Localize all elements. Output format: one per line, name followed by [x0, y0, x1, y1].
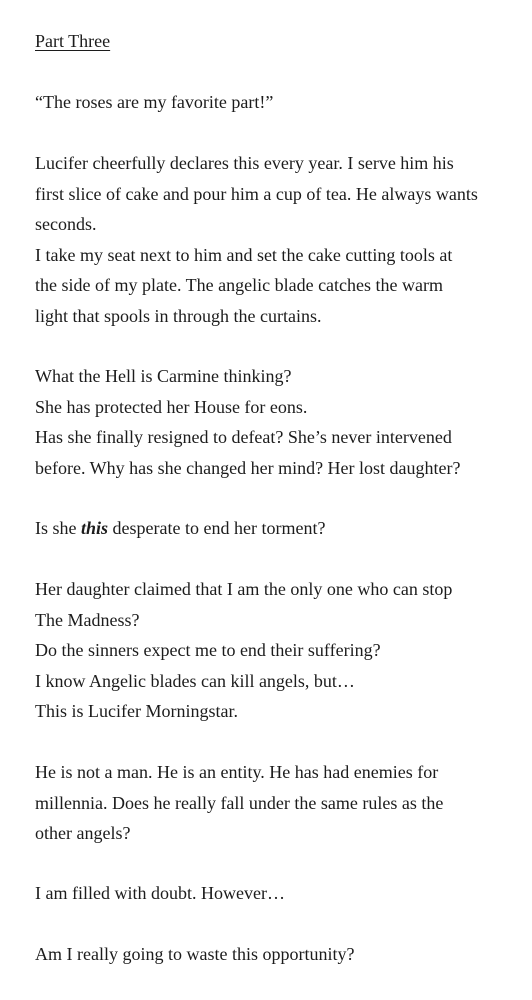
- text-line: Her daughter claimed that I am the only one who can stop: [35, 579, 453, 599]
- text-line: I am filled with doubt. However…: [35, 883, 285, 903]
- text-line: He is not a man. He is an entity. He has had enemies for: [35, 762, 439, 782]
- paragraph-desperate: [35, 513, 497, 544]
- text-segment: desperate to end her torment?: [108, 518, 326, 538]
- paragraph-doubt: [35, 878, 497, 909]
- paragraph-lucifer-cake: [35, 148, 497, 331]
- paragraph-daughter: [35, 574, 497, 727]
- text-line: Do the sinners expect me to end their suffering?: [35, 640, 381, 660]
- text-line: Lucifer cheerfully declares this every year. I serve him his: [35, 153, 454, 173]
- chapter-heading: Part Three: [35, 31, 111, 51]
- text-segment: Is she: [35, 518, 81, 538]
- paragraph-quote: [35, 87, 497, 118]
- text-line: [35, 513, 497, 544]
- emphasized-word: this: [81, 518, 109, 538]
- text-line: millennia. Does he really fall under the same rules as the: [35, 792, 444, 813]
- paragraph-carmine: [35, 361, 497, 483]
- text-line: The Madness?: [35, 609, 140, 630]
- text-line: light that spools in through the curtains.: [35, 305, 322, 326]
- text-line: I take my seat next to him and set the cake cutting tools at: [35, 244, 453, 265]
- text-line: Am I really going to waste this opportunity?: [35, 944, 355, 964]
- text-line: I know Angelic blades can kill angels, but…: [35, 670, 355, 691]
- text-line: What the Hell is Carmine thinking?: [35, 366, 292, 386]
- text-line: the side of my plate. The angelic blade catches the warm: [35, 275, 444, 295]
- text-line: She has protected her House for eons.: [35, 396, 308, 417]
- text-line: seconds.: [35, 214, 97, 234]
- text-line: “The roses are my favorite part!”: [35, 92, 274, 112]
- text-line: before. Why has she changed her mind? Her lost daughter?: [35, 457, 461, 478]
- text-line: Has she finally resigned to defeat? She’s never intervened: [35, 427, 452, 447]
- text-line: This is Lucifer Morningstar.: [35, 701, 238, 721]
- text-line: first slice of cake and pour him a cup of tea. He always wants: [35, 183, 478, 204]
- paragraph-opportunity: [35, 939, 497, 970]
- text-line: other angels?: [35, 823, 131, 843]
- paragraph-entity: [35, 757, 497, 849]
